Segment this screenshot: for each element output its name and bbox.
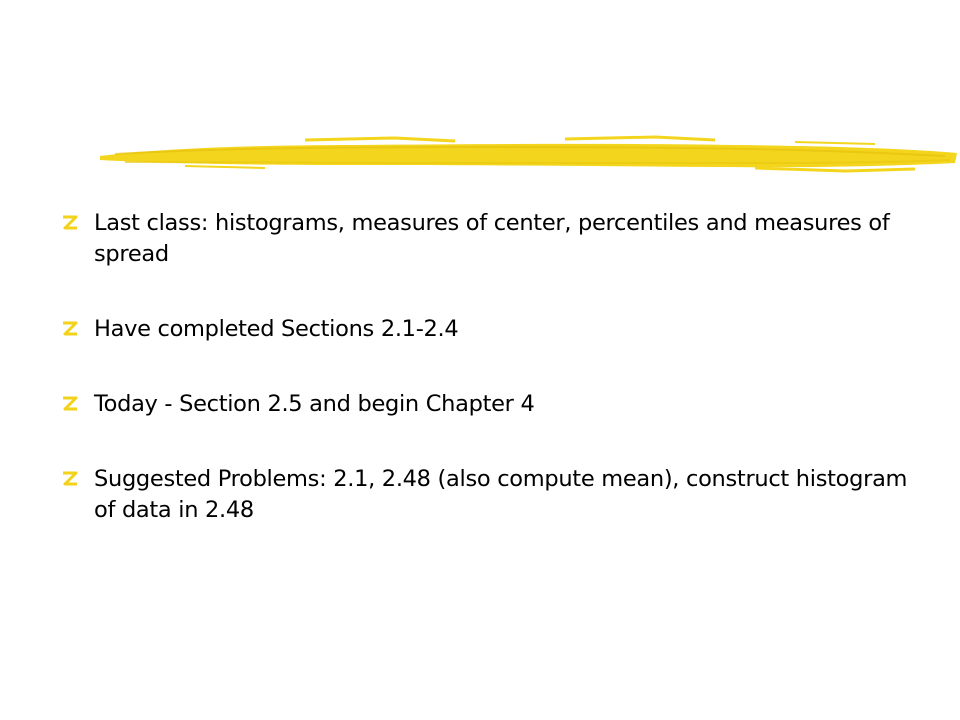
bullet-item <box>60 464 910 526</box>
z-wing-bullet-icon <box>61 315 79 339</box>
bullet-text: Have completed Sections 2.1-2.4 <box>94 316 459 342</box>
bullet-text: Last class: histograms, measures of center, percentiles and measures of spread <box>94 210 890 267</box>
bullet-item <box>60 208 910 270</box>
bullet-list <box>60 208 910 526</box>
z-wing-bullet-icon <box>61 390 79 414</box>
bullet-text: Suggested Problems: 2.1, 2.48 (also compute mean), construct histogram of data in 2.48 <box>94 466 908 523</box>
z-wing-bullet-icon <box>61 209 79 233</box>
z-wing-bullet-icon <box>61 465 79 489</box>
bullet-item <box>60 389 910 420</box>
yellow-brush-stroke-decoration <box>95 132 960 178</box>
bullet-text: Today - Section 2.5 and begin Chapter 4 <box>94 391 535 417</box>
bullet-item <box>60 314 910 345</box>
